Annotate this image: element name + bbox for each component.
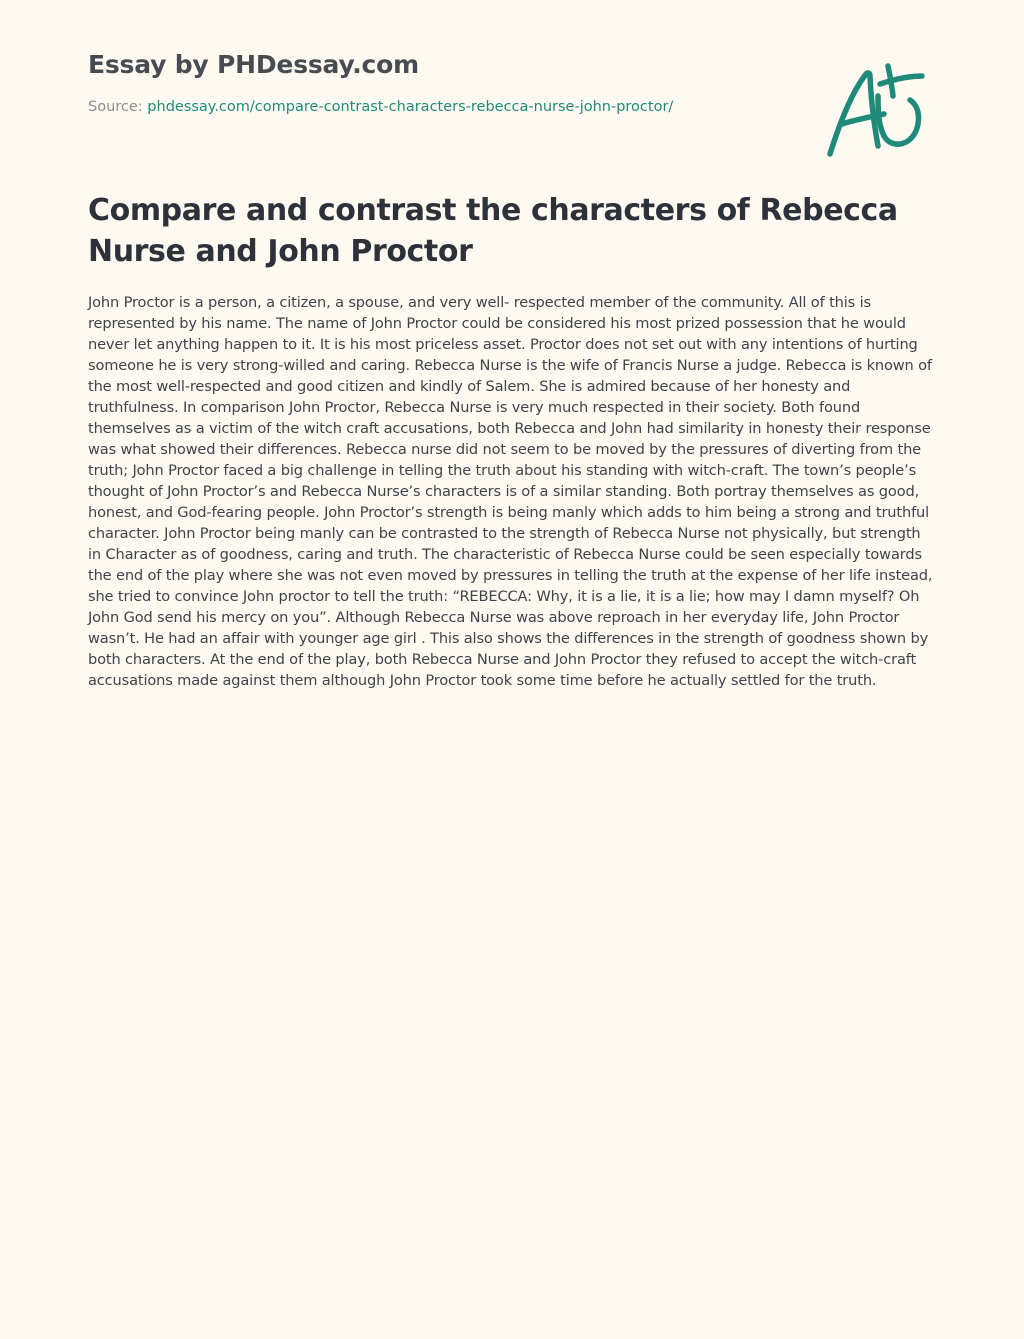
a-plus-grade-icon bbox=[822, 62, 932, 162]
site-title: Essay by PHDessay.com bbox=[88, 50, 419, 79]
source-line bbox=[88, 97, 788, 117]
source-label: Source: bbox=[88, 99, 143, 115]
essay-title: Compare and contrast the characters of Rebecca Nurse and John Proctor bbox=[88, 193, 898, 269]
essay-body: John Proctor is a person, a citizen, a spouse, and very well- respected member of the community. All of this is represented by his name. The name of John Proctor could be considered his most prized possession that he would never let anything happen to it. It is his most priceless asset. Proctor does not set out with any intentions of hurting someone he is very strong-willed and caring. Rebecca Nurse is the wife of Francis Nurse a judge. Rebecca is known of the most well-respected and good citizen and kindly of Salem. She is admired because of her honesty and truthfulness. In comparison John Proctor, Rebecca Nurse is very much respected in their society. Both found themselves as a victim of the witch craft accusations, both Rebecca and John had similarity in honesty their response was what showed their differences. Rebecca nurse did not seem to be moved by the pressures of diverting from the truth; John Proctor faced a big challenge in telling the truth about his standing with witch-craft. The town’s people’s thought of John Proctor’s and Rebecca Nurse’s characters is of a similar standing. Both portray themselves as good, honest, and God-fearing people. John Proctor’s strength is being manly which adds to him being a strong and truthful character. John Proctor being manly can be contrasted to the strength of Rebecca Nurse not physically, but strength in Character as of goodness, caring and truth. The characteristic of Rebecca Nurse could be seen especially towards the end of the play where she was not even moved by pressures in telling the truth at the expense of her life instead, she tried to convince John proctor to tell the truth: “REBECCA: Why, it is a lie, it is a lie; how may I damn myself? Oh John God send his mercy on you”. Although Rebecca Nurse was above reproach in her everyday life, John Proctor wasn’t. He had an affair with younger age girl . This also shows the differences in the strength of goodness shown by both characters. At the end of the play, both Rebecca Nurse and John Proctor they refused to accept the witch-craft accusations made against them although John Proctor took some time before he actually settled for the truth. bbox=[88, 294, 933, 689]
page-header bbox=[88, 48, 788, 117]
source-link[interactable]: phdessay.com/compare-contrast-characters-rebecca-nurse-john-proctor/ bbox=[147, 99, 674, 115]
